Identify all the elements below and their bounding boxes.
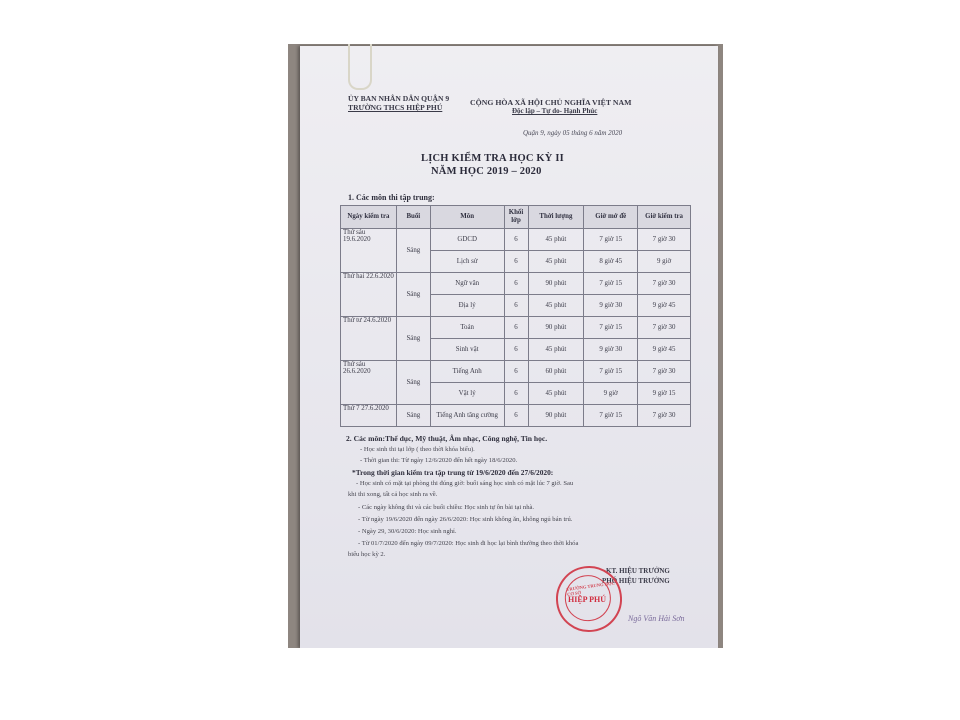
session-cell: Sáng xyxy=(396,229,430,273)
section-2-item: - Học sinh thi tại lớp ( theo thời khóa biểu). xyxy=(360,446,475,453)
grade-cell: 6 xyxy=(504,295,528,317)
note-line: - Từ ngày 19/6/2020 đến ngày 26/6/2020: Học sinh không ăn, không ngủ bán trú. xyxy=(358,516,573,523)
open-time-cell: 9 giờ 30 xyxy=(584,339,638,361)
start-time-cell: 9 giờ 45 xyxy=(638,339,691,361)
grade-cell: 6 xyxy=(504,339,528,361)
table-row xyxy=(341,317,691,339)
document-title: LỊCH KIỂM TRA HỌC KỲ II xyxy=(421,153,564,164)
grade-cell: 6 xyxy=(504,383,528,405)
section-2-heading: 2. Các môn:Thể dục, Mỹ thuật, Âm nhạc, Công nghệ, Tin học. xyxy=(346,434,548,443)
school-name: TRƯỜNG THCS HIỆP PHÚ xyxy=(348,103,443,112)
subject-cell: Lịch sử xyxy=(430,251,504,273)
start-time-cell: 7 giờ 30 xyxy=(638,273,691,295)
school-year: NĂM HỌC 2019 – 2020 xyxy=(431,166,542,177)
start-time-cell: 9 giờ 15 xyxy=(638,383,691,405)
signer-name: Ngô Văn Hải Sơn xyxy=(628,614,685,623)
open-time-cell: 7 giờ 15 xyxy=(584,317,638,339)
start-time-cell: 7 giờ 30 xyxy=(638,317,691,339)
open-time-cell: 9 giờ 30 xyxy=(584,295,638,317)
start-time-cell: 9 giờ xyxy=(638,251,691,273)
grade-cell: 6 xyxy=(504,273,528,295)
open-time-cell: 7 giờ 15 xyxy=(584,361,638,383)
exam-day-cell: Thứ tư 24.6.2020 xyxy=(341,317,397,361)
date-line: Quận 9, ngày 05 tháng 6 năm 2020 xyxy=(523,129,623,137)
table-row xyxy=(341,361,691,383)
duration-cell: 45 phút xyxy=(528,383,584,405)
hanging-string xyxy=(348,44,372,90)
column-header: Ngày kiểm tra xyxy=(341,206,397,229)
grade-cell: 6 xyxy=(504,229,528,251)
session-cell: Sáng xyxy=(396,273,430,317)
open-time-cell: 7 giờ 15 xyxy=(584,405,638,427)
note-line: khi thi xong, tất cả học sinh ra về. xyxy=(348,491,438,498)
grade-cell: 6 xyxy=(504,251,528,273)
duration-cell: 45 phút xyxy=(528,295,584,317)
district-committee: ỦY BAN NHÂN DÂN QUẬN 9 xyxy=(348,94,450,103)
note-line: - Ngày 29, 30/6/2020: Học sinh nghỉ. xyxy=(358,528,457,535)
open-time-cell: 8 giờ 45 xyxy=(584,251,638,273)
table-header-row xyxy=(341,206,691,229)
grade-cell: 6 xyxy=(504,317,528,339)
column-header: Thời lượng xyxy=(528,206,584,229)
exam-day-cell: Thứ hai 22.6.2020 xyxy=(341,273,397,317)
signature-subtitle: PHÓ HIỆU TRƯỞNG xyxy=(602,577,670,585)
exam-schedule-table xyxy=(340,205,691,427)
start-time-cell: 7 giờ 30 xyxy=(638,405,691,427)
duration-cell: 45 phút xyxy=(528,251,584,273)
grade-cell: 6 xyxy=(504,405,528,427)
subject-cell: Địa lý xyxy=(430,295,504,317)
duration-cell: 45 phút xyxy=(528,229,584,251)
open-time-cell: 7 giờ 15 xyxy=(584,273,638,295)
exam-day-cell: Thứ sáu 26.6.2020 xyxy=(341,361,397,405)
duration-cell: 45 phút xyxy=(528,339,584,361)
start-time-cell: 9 giờ 45 xyxy=(638,295,691,317)
subject-cell: Toán xyxy=(430,317,504,339)
subject-cell: Ngữ văn xyxy=(430,273,504,295)
subject-cell: Tiếng Anh xyxy=(430,361,504,383)
column-header: Buổi xyxy=(396,206,430,229)
column-header: Khối lớp xyxy=(504,206,528,229)
signature-title: KT. HIỆU TRƯỞNG xyxy=(606,567,670,575)
duration-cell: 90 phút xyxy=(528,317,584,339)
open-time-cell: 9 giờ xyxy=(584,383,638,405)
duration-cell: 90 phút xyxy=(528,405,584,427)
note-line: - Học sinh có mặt tại phòng thi đúng giờ: buổi sáng học sinh có mặt lúc 7 giờ. Sau xyxy=(356,480,574,487)
column-header: Giờ kiểm tra xyxy=(638,206,691,229)
national-title: CỘNG HÒA XÃ HỘI CHỦ NGHĨA VIỆT NAM xyxy=(470,98,632,107)
subject-cell: GDCD xyxy=(430,229,504,251)
exam-day-cell: Thứ 7 27.6.2020 xyxy=(341,405,397,427)
open-time-cell: 7 giờ 15 xyxy=(584,229,638,251)
table-row xyxy=(341,273,691,295)
session-cell: Sáng xyxy=(396,405,430,427)
start-time-cell: 7 giờ 30 xyxy=(638,229,691,251)
grade-cell: 6 xyxy=(504,361,528,383)
session-cell: Sáng xyxy=(396,361,430,405)
note-line: - Các ngày không thi và các buổi chiều: Học sinh tự ôn bài tại nhà. xyxy=(358,504,535,511)
subject-cell: Tiếng Anh tăng cường xyxy=(430,405,504,427)
document-photo xyxy=(288,44,723,648)
notes-heading: *Trong thời gian kiểm tra tập trung từ 19/6/2020 đến 27/6/2020: xyxy=(352,468,554,477)
table-row xyxy=(341,405,691,427)
session-cell: Sáng xyxy=(396,317,430,361)
paper-sheet xyxy=(300,46,718,648)
section-2-item: - Thời gian thi: Từ ngày 12/6/2020 đến hết ngày 18/6/2020. xyxy=(360,457,518,464)
subject-cell: Vật lý xyxy=(430,383,504,405)
seal-school-name: HIỆP PHÚ xyxy=(568,595,607,604)
duration-cell: 60 phút xyxy=(528,361,584,383)
start-time-cell: 7 giờ 30 xyxy=(638,361,691,383)
section-1-heading: 1. Các môn thi tập trung: xyxy=(348,193,435,202)
column-header: Môn xyxy=(430,206,504,229)
seal-ring-text: TRƯỜNG TRUNG HỌC CƠ SỞ xyxy=(566,580,616,597)
note-line: biểu học kỳ 2. xyxy=(348,551,386,558)
column-header: Giờ mở đề xyxy=(584,206,638,229)
subject-cell: Sinh vật xyxy=(430,339,504,361)
national-motto: Độc lập – Tự do- Hạnh Phúc xyxy=(512,107,598,115)
table-row xyxy=(341,229,691,251)
duration-cell: 90 phút xyxy=(528,273,584,295)
exam-day-cell: Thứ sáu 19.6.2020 xyxy=(341,229,397,273)
note-line: - Từ 01/7/2020 đến ngày 09/7/2020: Học sinh đi học lại bình thường theo thời khóa xyxy=(358,540,579,547)
